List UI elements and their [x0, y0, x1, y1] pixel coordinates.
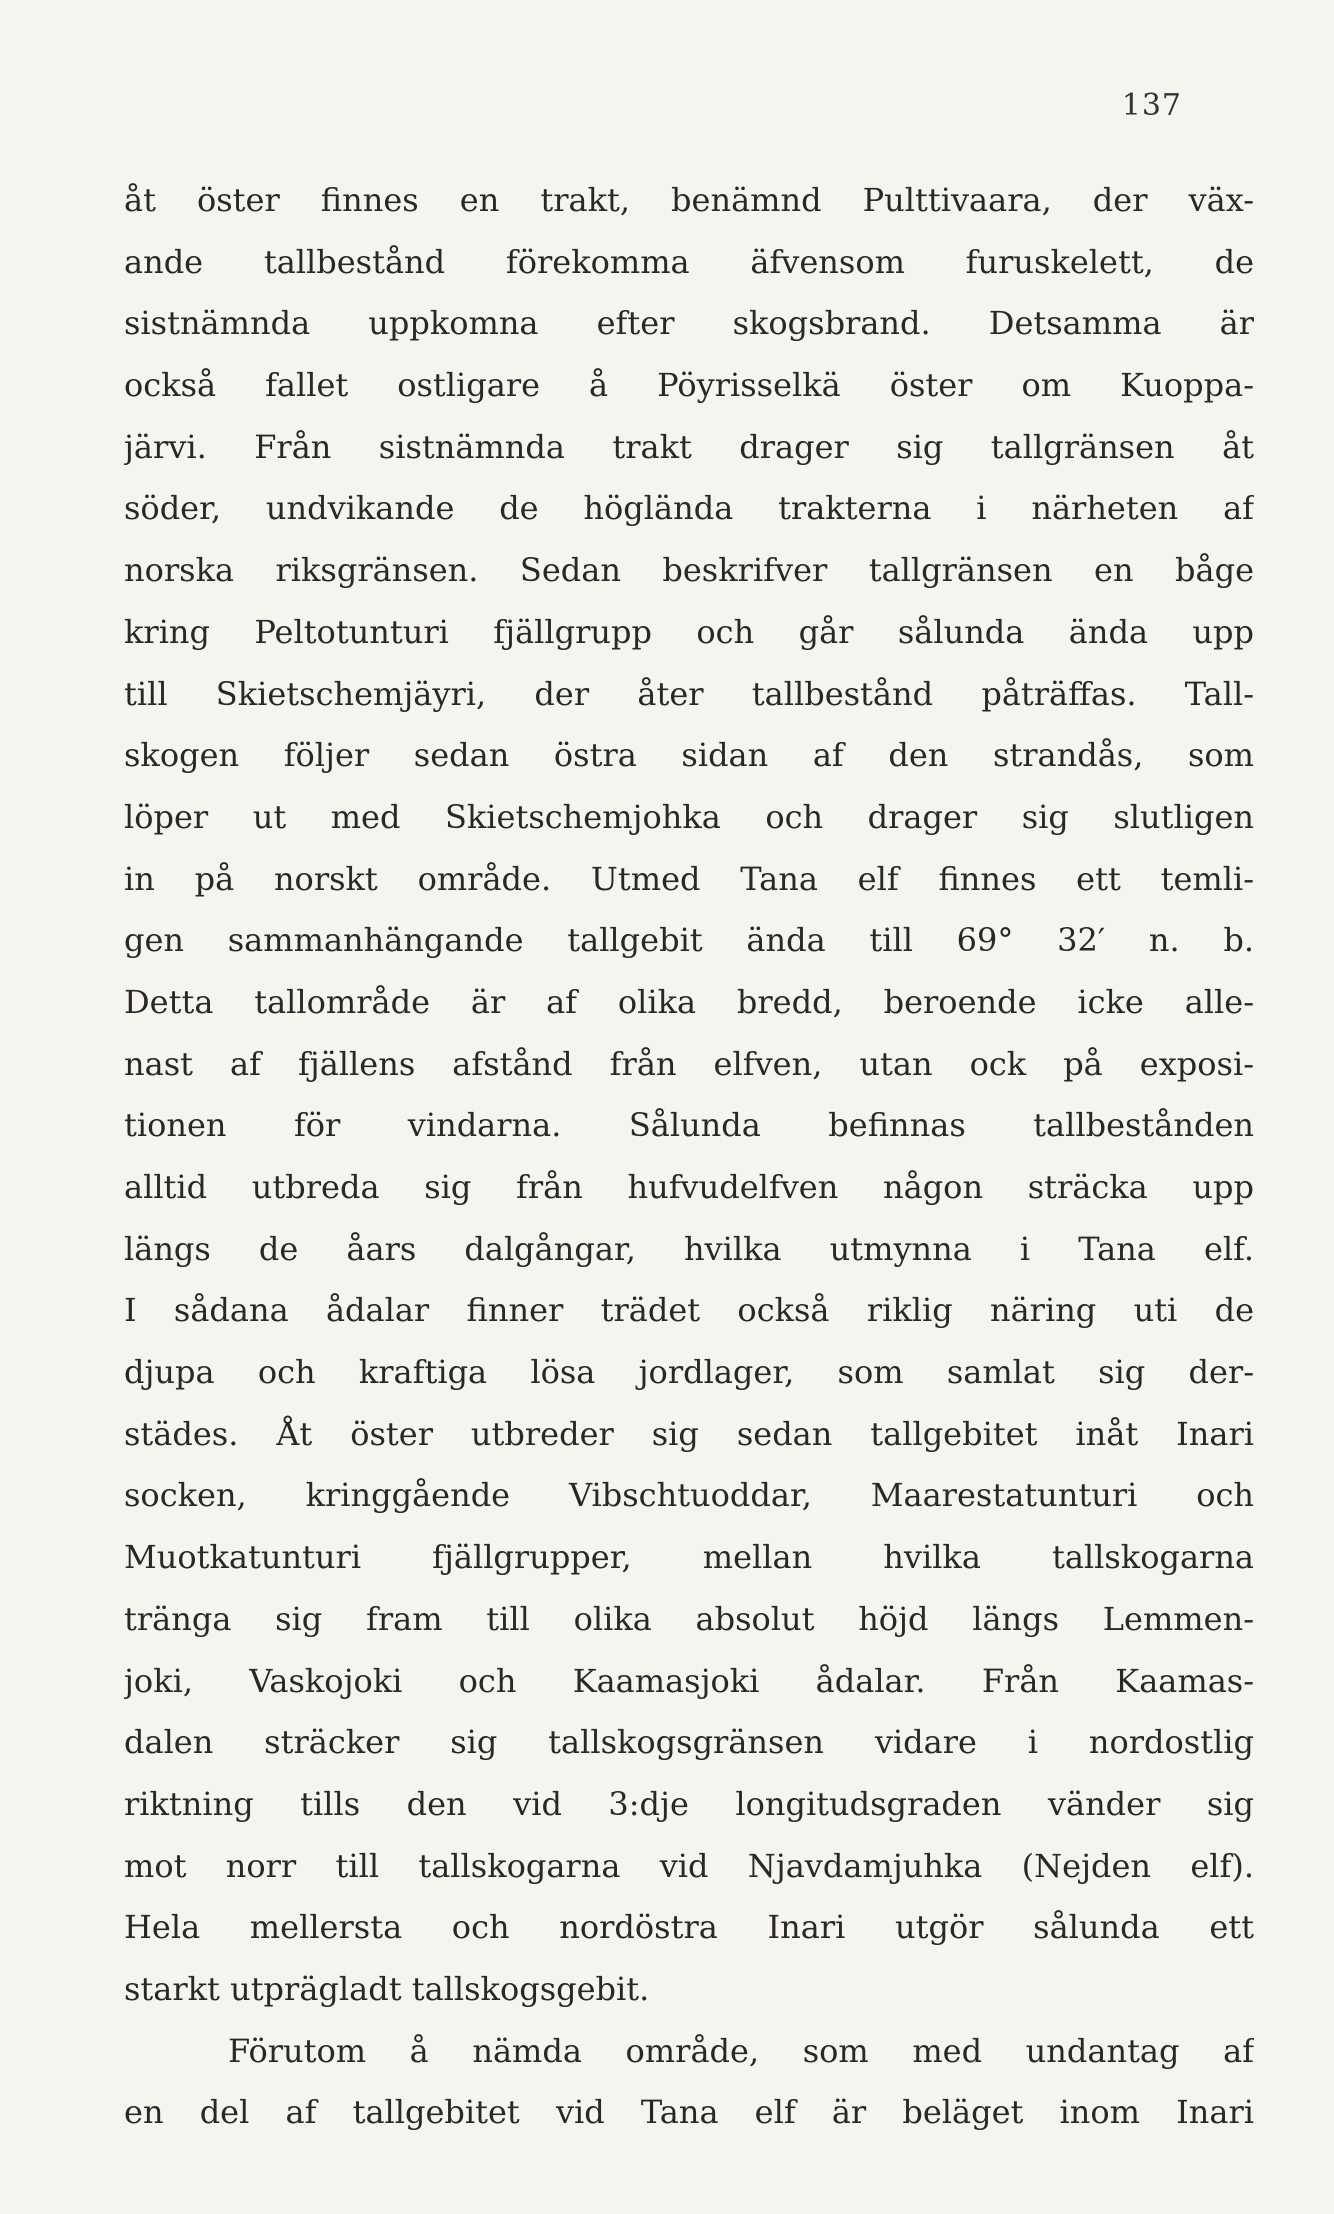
text-line: en del af tallgebitet vid Tana elf är beläget inom Inari — [124, 2093, 1254, 2132]
text-line: dalen sträcker sig tallskogsgränsen vidare i nordostlig — [124, 1723, 1254, 1762]
text-line: nast af fjällens afstånd från elfven, utan ock på exposi- — [124, 1044, 1254, 1083]
text-line: också fallet ostligare å Pöyrisselkä öster om Kuoppa- — [124, 366, 1254, 405]
text-line: alltid utbreda sig från hufvudelfven någon sträcka upp — [124, 1168, 1254, 1206]
text-line: Detta tallområde är af olika bredd, beroende icke alle- — [124, 982, 1254, 1021]
text-line: riktning tills den vid 3:dje longitudsgraden vänder sig — [124, 1784, 1254, 1823]
text-line: norska riksgränsen. Sedan beskrifver tallgränsen en båge — [124, 551, 1254, 590]
text-line: löper ut med Skietschemjohka och drager sig slutligen — [124, 797, 1254, 836]
text-line: åt öster finnes en trakt, benämnd Pulttivaara, der väx- — [124, 181, 1254, 219]
text-line: joki, Vaskojoki och Kaamasjoki ådalar. Från Kaamas- — [124, 1661, 1254, 1700]
body-text — [124, 170, 1254, 2144]
text-line: tionen för vindarna. Sålunda befinnas tallbestånden — [124, 1106, 1254, 1145]
text-line: städes. Åt öster utbreder sig sedan tallgebitet inåt Inari — [124, 1414, 1254, 1453]
text-line: Hela mellersta och nordöstra Inari utgör sålunda ett — [124, 1908, 1254, 1947]
text-line: gen sammanhängande tallgebit ända till 69° 32′ n. b. — [124, 921, 1254, 960]
text-line: järvi. Från sistnämnda trakt drager sig tallgränsen åt — [124, 427, 1254, 466]
text-line: söder, undvikande de höglända trakterna i närheten af — [124, 489, 1254, 528]
text-line: längs de åars dalgångar, hvilka utmynna i Tana elf. — [124, 1229, 1254, 1268]
text-line: mot norr till tallskogarna vid Njavdamjuhka (Nejden elf). — [124, 1846, 1254, 1885]
text-line: in på norskt område. Utmed Tana elf finnes ett temli- — [124, 859, 1254, 898]
text-line-paragraph-end: starkt utprägladt tallskogsgebit. — [124, 1969, 650, 2008]
text-line: kring Peltotunturi fjällgrupp och går sålunda ända upp — [124, 612, 1254, 651]
text-line: skogen följer sedan östra sidan af den strandås, som — [124, 736, 1254, 775]
text-line: till Skietschemjäyri, der åter tallbestånd påträffas. Tall- — [124, 674, 1254, 713]
text-line: tränga sig fram till olika absolut höjd längs Lemmen- — [124, 1599, 1254, 1638]
text-line: I sådana ådalar finner trädet också riklig näring uti de — [124, 1291, 1254, 1330]
page-number: 137 — [1121, 88, 1182, 123]
text-line: Muotkatunturi fjällgrupper, mellan hvilka tallskogarna — [124, 1538, 1254, 1577]
text-line: sistnämnda uppkomna efter skogsbrand. Detsamma är — [124, 304, 1254, 343]
text-line: djupa och kraftiga lösa jordlager, som samlat sig der- — [124, 1353, 1254, 1392]
text-line: ande tallbestånd förekomma äfvensom furuskelett, de — [124, 242, 1254, 281]
text-line-paragraph-start: Förutom å nämda område, som med undantag af — [228, 2031, 1254, 2070]
text-line: socken, kringgående Vibschtuoddar, Maarestatunturi och — [124, 1476, 1254, 1515]
